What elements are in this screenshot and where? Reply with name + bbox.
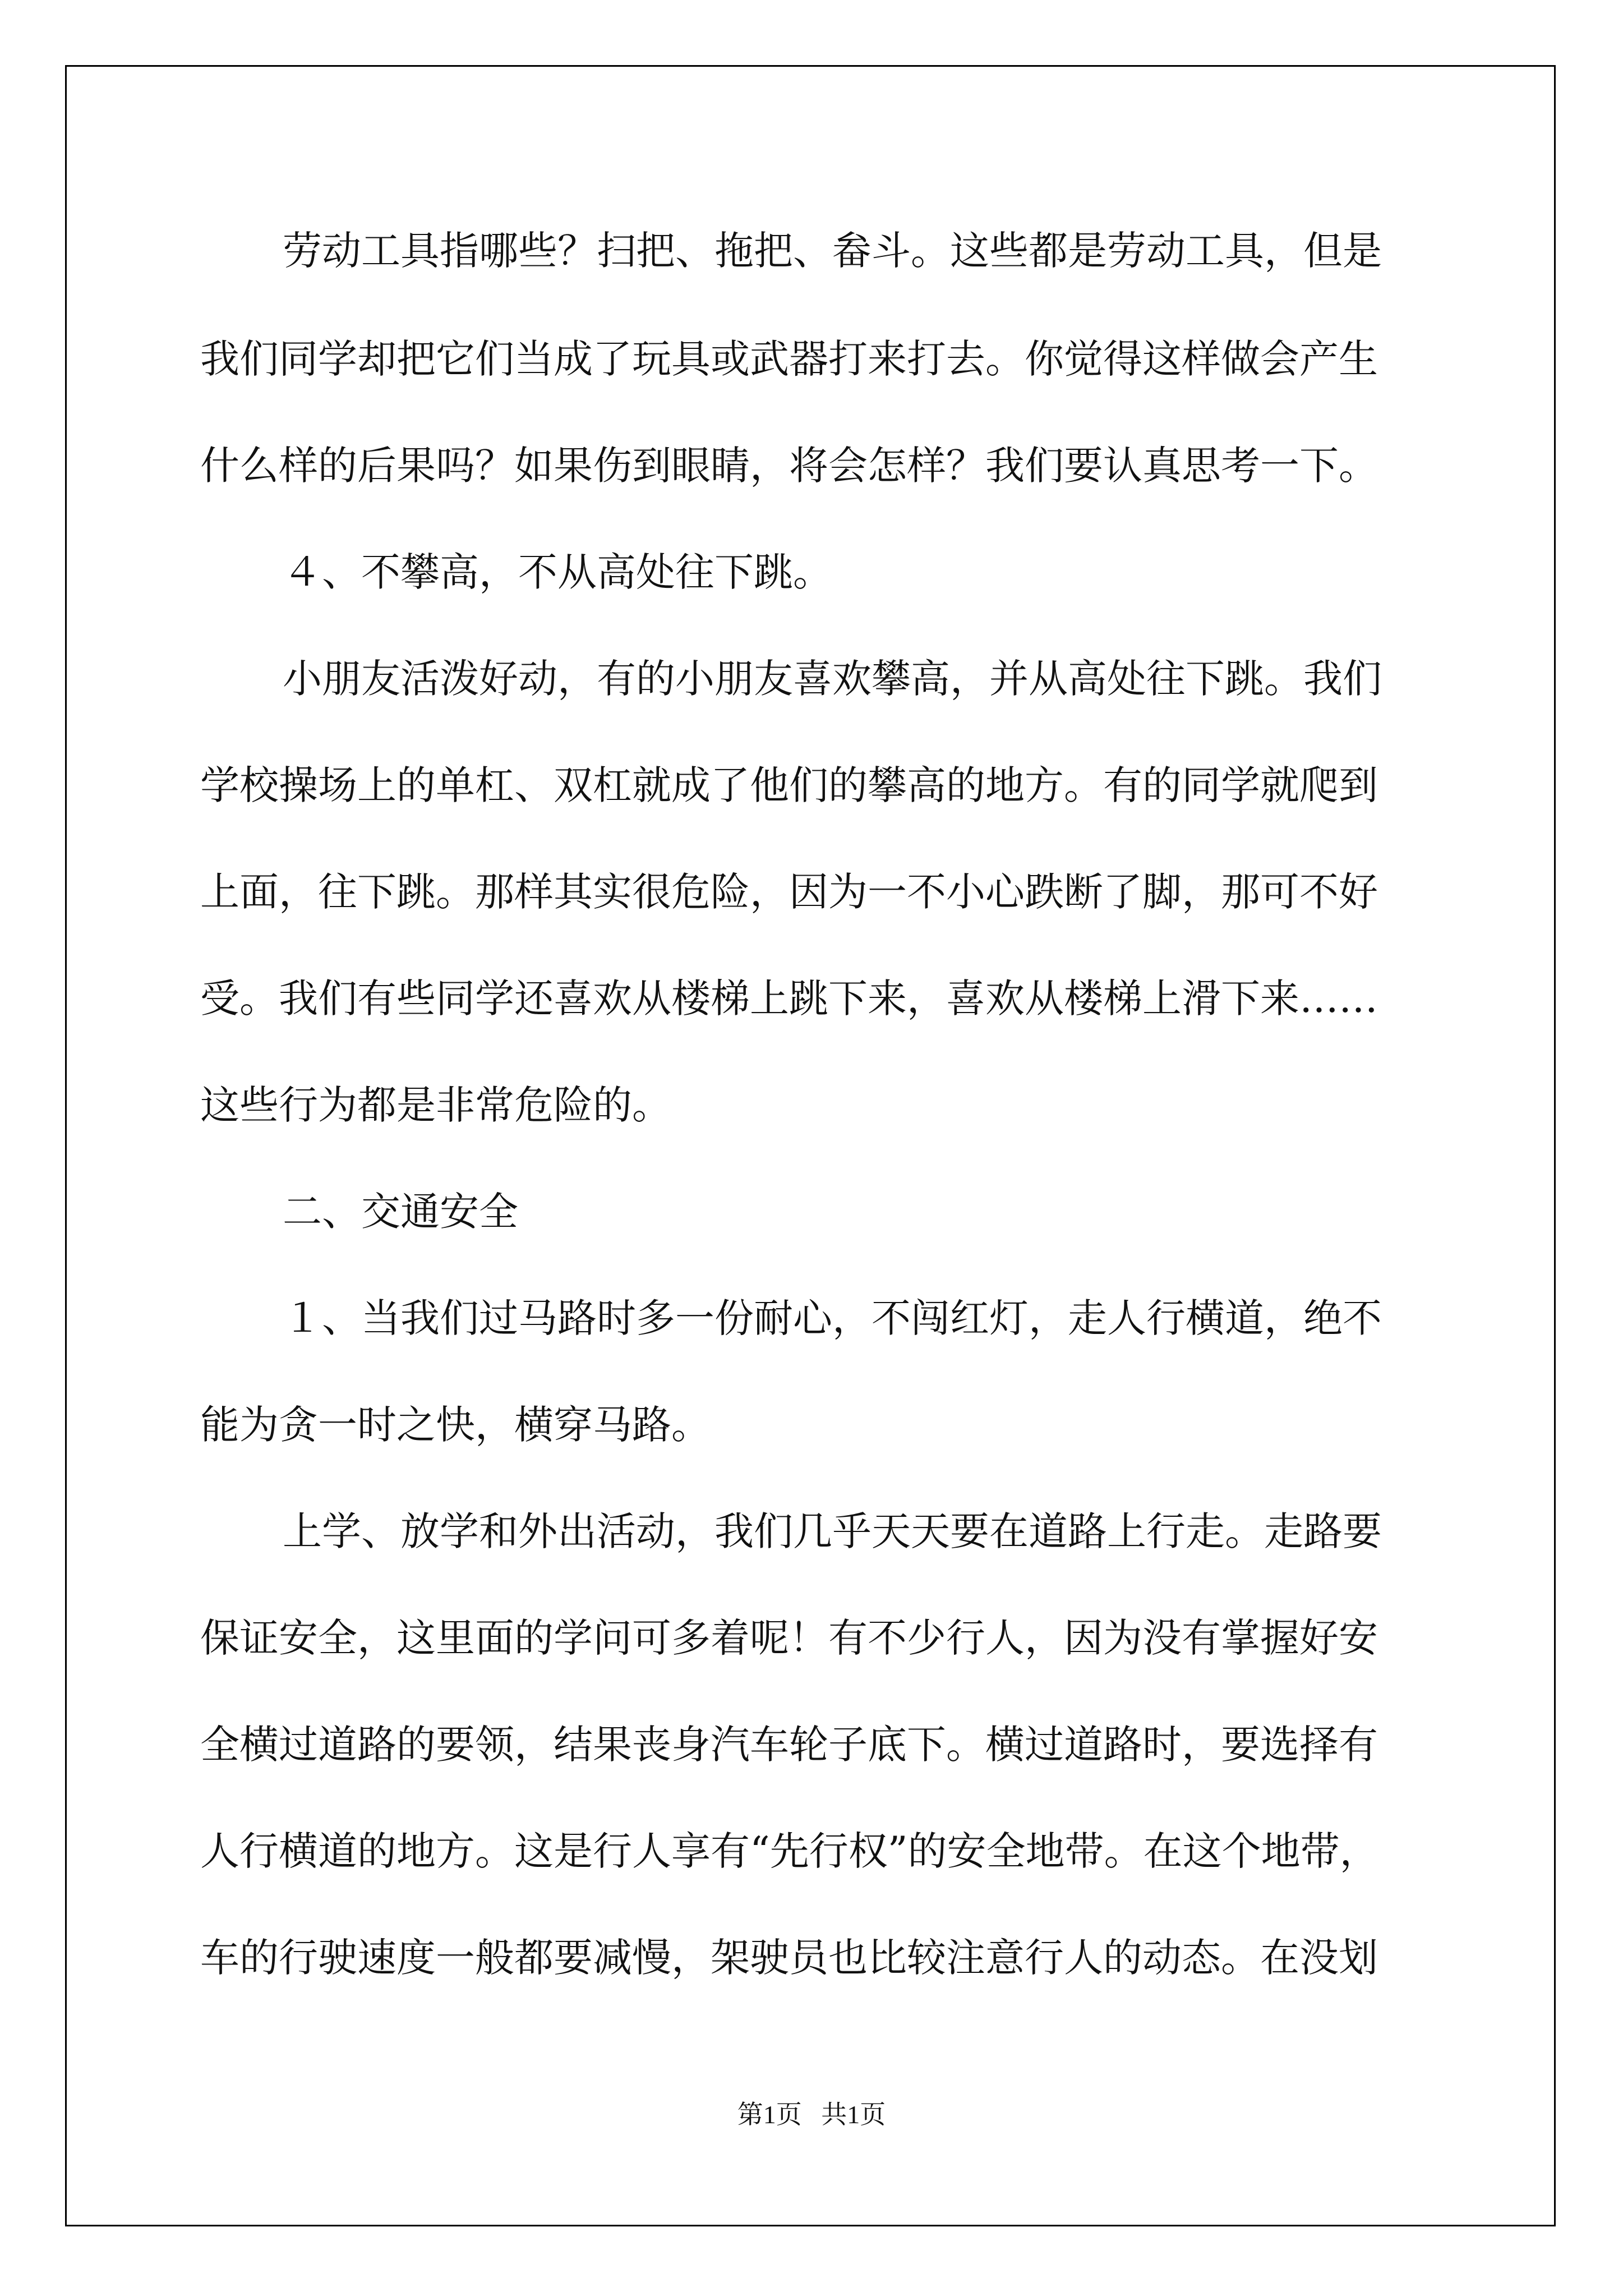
paragraph-line: 什么样的后果吗？如果伤到眼睛，将会怎样？我们要认真思考一下。	[200, 443, 1378, 489]
page-number-footer: 第1页 共1页	[737, 2100, 886, 2129]
paragraph-line: 小朋友活泼好动，有的小朋友喜欢攀高，并从高处往下跳。我们	[283, 656, 1382, 702]
section-heading: １、当我们过马路时多一份耐心，不闯红灯，走人行横道，绝不	[283, 1295, 1382, 1341]
paragraph-line: 学校操场上的单杠、双杠就成了他们的攀高的地方。有的同学就爬到	[200, 762, 1378, 808]
paragraph-line: 劳动工具指哪些？扫把、拖把、畚斗。这些都是劳动工具，但是	[283, 228, 1382, 274]
paragraph-line: 上学、放学和外出活动，我们几乎天天要在道路上行走。走路要	[283, 1508, 1382, 1554]
paragraph-line: 车的行驶速度一般都要减慢，架驶员也比较注意行人的动态。在没划	[200, 1935, 1378, 1981]
paragraph-line: 这些行为都是非常危险的。	[200, 1082, 671, 1128]
paragraph-line: 上面，往下跳。那样其实很危险，因为一不小心跌断了脚，那可不好	[200, 869, 1378, 915]
paragraph-line: 全横过道路的要领，结果丧身汽车轮子底下。横过道路时，要选择有	[200, 1722, 1378, 1768]
paragraph-line: 人行横道的地方。这是行人享有“先行权”的安全地带。在这个地带，	[200, 1828, 1379, 1874]
paragraph-line: 我们同学却把它们当成了玩具或武器打来打去。你觉得这样做会产生	[200, 336, 1378, 382]
page-border	[65, 65, 1556, 2226]
paragraph-line: 受。我们有些同学还喜欢从楼梯上跳下来，喜欢从楼梯上滑下来……	[200, 976, 1378, 1022]
section-heading: ４、不攀高，不从高处往下跳。	[283, 549, 832, 595]
paragraph-line: 能为贪一时之快，横穿马路。	[200, 1402, 711, 1448]
paragraph-line: 保证安全，这里面的学问可多着呢！有不少行人，因为没有掌握好安	[200, 1615, 1378, 1661]
section-heading: 二、交通安全	[283, 1189, 518, 1235]
